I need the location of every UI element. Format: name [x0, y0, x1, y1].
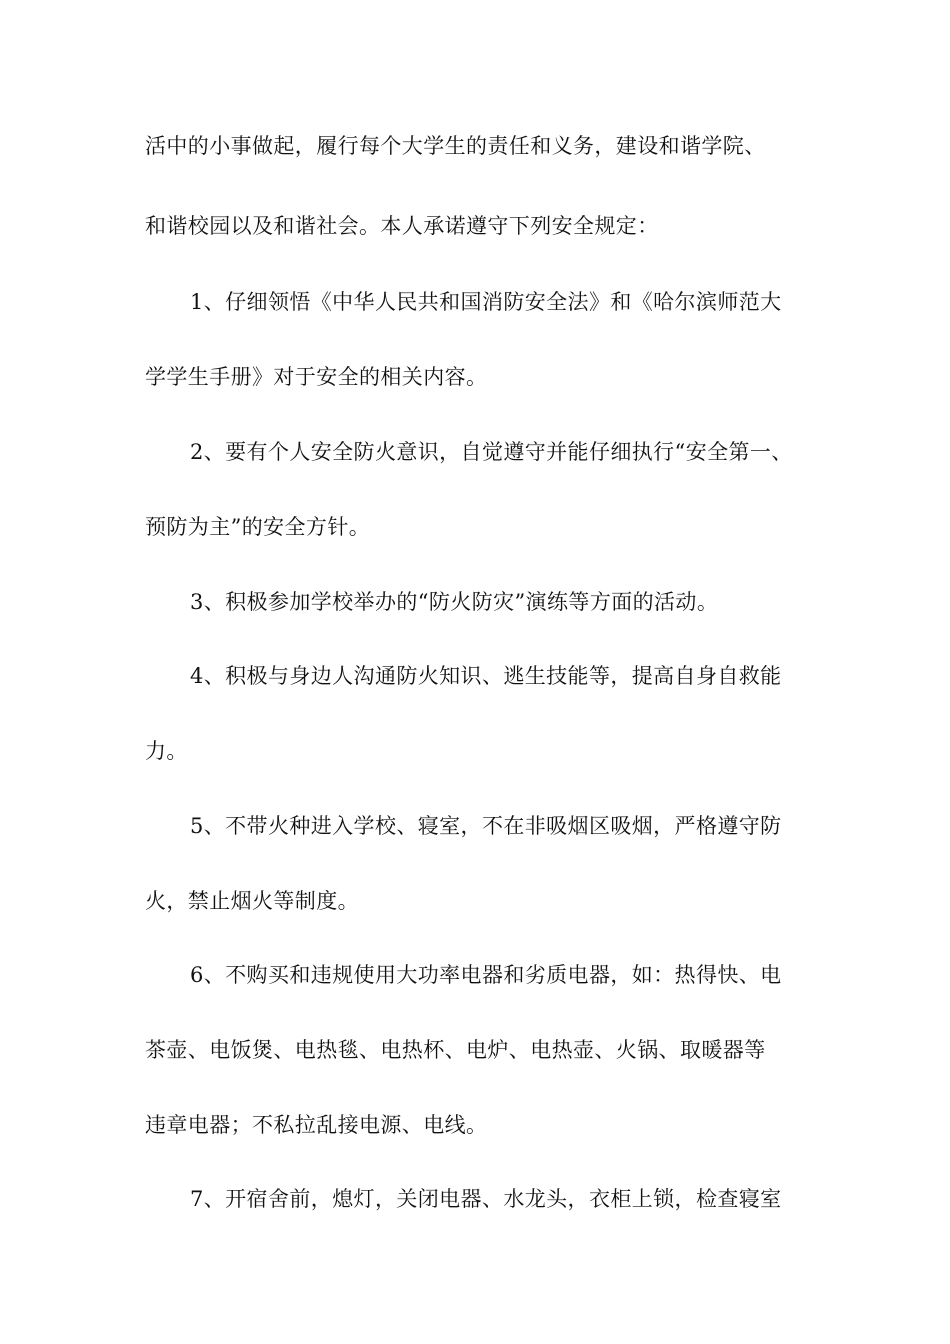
item-7-line: 7、开宿舍前，熄灯，关闭电器、水龙头，衣柜上锁，检查寝室 — [190, 1187, 782, 1211]
text-line: 违章电器；不私拉乱接电源、电线。 — [145, 1113, 488, 1137]
text-line: 茶壶、电饭煲、电热毯、电热杯、电炉、电热壶、火锅、取暖器等 — [145, 1038, 766, 1062]
text-line: 学学生手册》对于安全的相关内容。 — [145, 365, 488, 389]
item-5-line: 5、不带火种进入学校、寝室，不在非吸烟区吸烟，严格遵守防 — [190, 814, 782, 838]
text-line: 活中的小事做起，履行每个大学生的责任和义务，建设和谐学院、 — [145, 134, 766, 158]
item-3-line: 3、积极参加学校举办的“防火防灾”演练等方面的活动。 — [190, 590, 719, 614]
item-1-line: 1、仔细领悟《中华人民共和国消防安全法》和《哈尔滨师范大 — [190, 290, 782, 314]
text-line: 预防为主”的安全方针。 — [145, 515, 371, 539]
item-6-line: 6、不购买和违规使用大功率电器和劣质电器，如：热得快、电 — [190, 963, 782, 987]
text-line: 火，禁止烟火等制度。 — [145, 889, 359, 913]
text-line: 力。 — [145, 739, 188, 763]
text-line: 和谐校园以及和谐社会。本人承诺遵守下列安全规定： — [145, 214, 659, 238]
item-4-line: 4、积极与身边人沟通防火知识、逃生技能等，提高自身自救能 — [190, 664, 782, 688]
item-2-line: 2、要有个人安全防火意识，自觉遵守并能仔细执行“安全第一、 — [190, 440, 793, 464]
